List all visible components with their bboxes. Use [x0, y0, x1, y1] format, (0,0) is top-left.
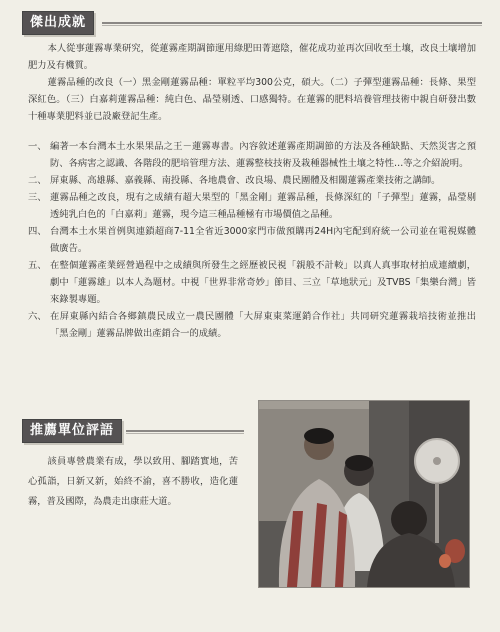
- list-text: 蓮霧品種之改良，現有之成績有超大果型的「黑金剛」蓮霧品種，長條深紅的「子彈型」蓮霧，晶瑩剔透純乳白色的「白嘉莉」蓮霧，現今這三種品種極有市場價值之品種。: [50, 192, 476, 220]
- list-item: [28, 308, 476, 342]
- photo: [258, 400, 470, 588]
- achievements-title: 傑出成就: [22, 11, 94, 35]
- list-item: [28, 257, 476, 308]
- list-item: [28, 189, 476, 223]
- heading-rule-thin: [102, 25, 482, 26]
- recommendation-title: 推薦單位評語: [22, 419, 122, 443]
- heading-rule: [102, 22, 482, 24]
- list-item: [28, 172, 476, 189]
- recommendation-text: [28, 452, 238, 512]
- section-heading-recommendation: [22, 420, 252, 442]
- list-text: 編著一本台灣本土水果果品之王－蓮霧專書。內容敘述蓮霧產期調節的方法及各種缺點、天然災害之預防、各病害之認識、各階段的肥培管理方法、蓮霧整枝技術及栽種器械性土壤之特性…等之介紹說明。: [50, 141, 476, 169]
- list-text: 屏東縣、高雄縣、嘉義縣、南投縣、各地農會、改良場、農民團體及相關蓮霧產業技術之講師。: [50, 175, 441, 186]
- list-item: [28, 223, 476, 257]
- list-number: 五、: [28, 260, 47, 271]
- list-text: 台灣本土水果首例與連鎖超商7-11全省近3000家門市做預購再24H內宅配到府統一公司並在電視媒體做廣告。: [50, 226, 476, 254]
- review-paragraph: 該員專營農業有成，學以致用、腳踏實地，苦心孤詣，日新又新，始終不渝，喜不勝收，造化蓮霧，普及國際，為農走出康莊大道。: [28, 456, 238, 507]
- intro-paragraph: 蓮霧品種的改良（一）黑金剛蓮霧品種：單粒平均300公克，碩大。（二）子彈型蓮霧品種：長條、果型深紅色。（三）白嘉莉蓮霧品種：純白色、晶瑩剔透、口感獨特。在蓮霧的肥料培養管理技術中親自研發出數十種專業肥料並已設廠登記生產。: [28, 77, 476, 122]
- section-heading-achievements: [22, 12, 482, 34]
- list-text: 在屏東縣內結合各鄉鎮農民成立一農民團體「大屏東東菜運銷合作社」共同研究蓮霧栽培技術並推出「黑金剛」蓮霧品牌做出產銷合一的成績。: [50, 311, 476, 339]
- achievement-list: [28, 138, 476, 342]
- list-number: 四、: [28, 226, 47, 237]
- intro-text: [28, 40, 476, 125]
- intro-paragraph: 本人從事蓮霧專業研究，從蓮霧產期調節運用綠肥田菁遮陰，催花成功並再次回收至土壤，改良土壤增加肥力及有機質。: [28, 43, 476, 71]
- list-item: [28, 138, 476, 172]
- list-number: 六、: [28, 311, 47, 322]
- heading-rule: [126, 430, 244, 432]
- list-number: 二、: [28, 175, 47, 186]
- photo-illustration: [259, 401, 469, 587]
- list-number: 三、: [28, 192, 47, 203]
- heading-rule-thin: [126, 433, 244, 434]
- list-number: 一、: [28, 141, 47, 152]
- list-text: 在整個蓮霧產業經營過程中之成績與所發生之經歷被民視「親般不計較」以真人真事取材拍成連續劇，劇中「蓮霧雄」以本人為題材。中視「世界非常奇妙」節目、三立「草地狀元」及TVBS「集樂台灣」皆來錄製專題。: [50, 260, 476, 305]
